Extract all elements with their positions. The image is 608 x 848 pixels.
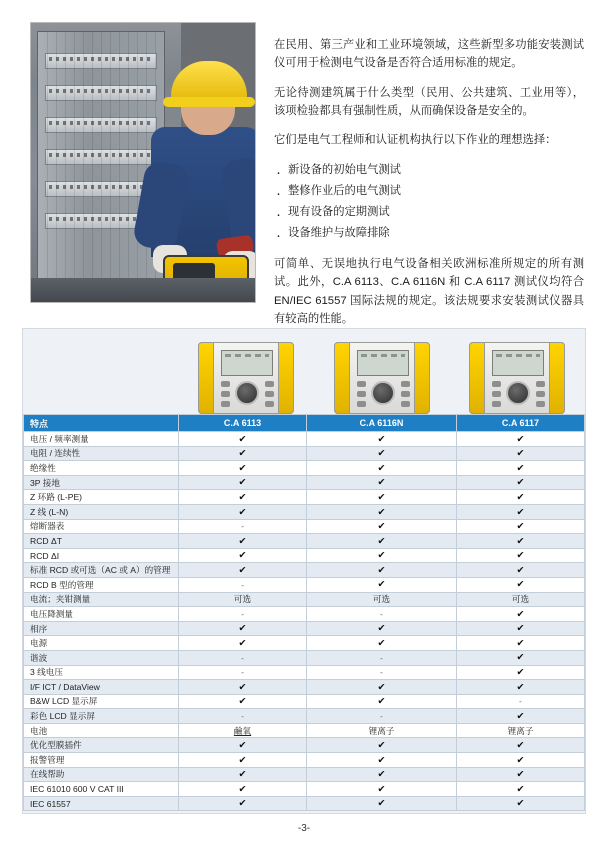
table-row [24, 723, 585, 738]
table-cell-feature: 3 线电压 [24, 665, 179, 680]
table-row [24, 753, 585, 768]
product-image-ca6116n [314, 337, 450, 414]
table-row [24, 432, 585, 447]
table-cell-value: - [179, 577, 307, 592]
table-row [24, 475, 585, 490]
table-cell-value: 锂离子 [456, 723, 584, 738]
table-row [24, 461, 585, 476]
table-cell-value: ✔ [307, 680, 457, 695]
table-cell-feature: RCD ΔI [24, 548, 179, 563]
table-cell-value: ✔ [307, 753, 457, 768]
table-body [24, 432, 585, 811]
table-cell-value: ✔ [456, 475, 584, 490]
table-cell-value: - [179, 650, 307, 665]
table-cell-value: ✔ [307, 796, 457, 811]
table-cell-value: ✔ [179, 475, 307, 490]
intro-paragraph-1: 在民用、第三产业和工业环境领域，这些新型多功能安装测试仪可用于检测电气设备是否符合适用标准的规定。 [274, 39, 584, 70]
table-row [24, 738, 585, 753]
table-cell-value: ✔ [456, 534, 584, 549]
table-cell-value: ✔ [179, 446, 307, 461]
table-cell-value: ✔ [307, 767, 457, 782]
table-header-ca6116n: C.A 6116N [307, 415, 457, 432]
table-cell-value: ✔ [179, 432, 307, 447]
table-header-ca6113: C.A 6113 [179, 415, 307, 432]
table-cell-value: ✔ [307, 461, 457, 476]
product-image-row [23, 329, 585, 414]
table-cell-feature: IEC 61557 [24, 796, 179, 811]
table-cell-feature: Z 线 (L-N) [24, 504, 179, 519]
table-cell-value: ✔ [307, 519, 457, 534]
table-cell-feature: 绝缘性 [24, 461, 179, 476]
table-cell-feature: 电池 [24, 723, 179, 738]
table-cell-feature: RCD B 型的管理 [24, 577, 179, 592]
table-cell-value: - [307, 607, 457, 622]
table-cell-feature: Z 环路 (L-PE) [24, 490, 179, 505]
table-row [24, 519, 585, 534]
list-item: · 整修作业后的电气测试 [274, 181, 584, 202]
intro-paragraph-3: 它们是电气工程师和认证机构执行以下作业的理想选择： [274, 134, 557, 147]
table-cell-value: ✔ [179, 782, 307, 797]
table-cell-value: ✔ [179, 548, 307, 563]
table-row [24, 650, 585, 665]
table-cell-value: - [307, 709, 457, 724]
table-cell-value: 可选 [307, 592, 457, 607]
table-cell-value: ✔ [307, 577, 457, 592]
table-cell-value: 可选 [179, 592, 307, 607]
table-cell-value: ✔ [307, 490, 457, 505]
table-cell-value: ✔ [456, 504, 584, 519]
table-cell-value: ✔ [307, 636, 457, 651]
table-cell-value: - [456, 694, 584, 709]
table-cell-feature: 电源 [24, 636, 179, 651]
page-number: -3- [297, 823, 311, 834]
intro-paragraph-4: 可简单、无误地执行电气设备相关欧洲标准所规定的所有测试。此外，C.A 6113、C.A 6116N 和 C.A 6117 测试仪均符合 EN/IEC 61557 国际法规的规定。该法规要求安装测试仪器具有较高的性能。 [274, 258, 584, 325]
table-cell-value: ✔ [456, 490, 584, 505]
table-cell-value: ✔ [307, 738, 457, 753]
table-cell-value: ✔ [456, 753, 584, 768]
table-cell-value: ✔ [179, 694, 307, 709]
table-row [24, 490, 585, 505]
table-cell-value: ✔ [179, 738, 307, 753]
list-item: · 设备维护与故障排除 [274, 223, 584, 244]
table-cell-value: ✔ [456, 650, 584, 665]
table-cell-value: ✔ [456, 519, 584, 534]
table-cell-value: ✔ [179, 767, 307, 782]
table-cell-value: ✔ [179, 753, 307, 768]
intro-bullet-list [274, 160, 584, 244]
table-cell-value: ✔ [456, 548, 584, 563]
table-cell-feature: 熔断器表 [24, 519, 179, 534]
table-cell-value: - [179, 665, 307, 680]
table-cell-feature: 3P 接地 [24, 475, 179, 490]
table-row [24, 694, 585, 709]
table-cell-feature: 标准 RCD 或可选（AC 或 A）的管理 [24, 563, 179, 578]
table-cell-feature: IEC 61010 600 V CAT III [24, 782, 179, 797]
table-row [24, 607, 585, 622]
table-cell-feature: 电压 / 频率测量 [24, 432, 179, 447]
table-header-ca6117: C.A 6117 [456, 415, 584, 432]
table-cell-value: ✔ [456, 782, 584, 797]
table-cell-value: ✔ [179, 680, 307, 695]
list-item: · 新设备的初始电气测试 [274, 160, 584, 181]
table-cell-value: ✔ [456, 607, 584, 622]
table-cell-value: ✔ [307, 548, 457, 563]
table-row [24, 665, 585, 680]
table-cell-feature: 在线帮助 [24, 767, 179, 782]
table-cell-value: ✔ [307, 446, 457, 461]
intro-text-column [274, 22, 584, 339]
table-cell-feature: 报警管理 [24, 753, 179, 768]
table-cell-value: 鹼氧 [179, 723, 307, 738]
table-cell-value: ✔ [456, 709, 584, 724]
list-item: · 现有设备的定期测试 [274, 202, 584, 223]
table-cell-value: ✔ [307, 782, 457, 797]
comparison-panel [22, 328, 586, 814]
table-cell-feature: RCD ΔT [24, 534, 179, 549]
table-header-row [24, 415, 585, 432]
table-cell-value: ✔ [179, 490, 307, 505]
table-cell-value: ✔ [456, 636, 584, 651]
photo-floor [31, 278, 256, 302]
feature-comparison-table [23, 414, 585, 811]
table-row [24, 504, 585, 519]
table-cell-value: ✔ [456, 680, 584, 695]
table-cell-value: ✔ [456, 796, 584, 811]
table-cell-feature: 彩色 LCD 显示屏 [24, 709, 179, 724]
table-cell-feature: 电压降测量 [24, 607, 179, 622]
table-cell-value: ✔ [456, 446, 584, 461]
table-cell-value: ✔ [456, 665, 584, 680]
table-cell-value: ✔ [307, 694, 457, 709]
table-cell-feature: 电流；夹钳测量 [24, 592, 179, 607]
table-cell-value: ✔ [456, 563, 584, 578]
table-cell-value: ✔ [307, 534, 457, 549]
product-image-ca6113 [178, 337, 314, 414]
table-cell-value: - [179, 709, 307, 724]
table-cell-value: ✔ [456, 767, 584, 782]
table-cell-feature: B&W LCD 显示屏 [24, 694, 179, 709]
intro-section [0, 0, 608, 339]
table-cell-value: 锂离子 [307, 723, 457, 738]
table-cell-value: ✔ [307, 432, 457, 447]
product-row-spacer [23, 337, 178, 414]
table-header-feature: 特点 [24, 415, 179, 432]
table-row [24, 680, 585, 695]
table-row [24, 592, 585, 607]
table-cell-value: - [307, 665, 457, 680]
table-cell-feature: I/F ICT / DataView [24, 680, 179, 695]
photo-wiring [47, 31, 157, 293]
technician-photo [30, 22, 256, 303]
table-row [24, 577, 585, 592]
table-cell-value: ✔ [179, 563, 307, 578]
table-cell-value: - [307, 650, 457, 665]
table-row [24, 534, 585, 549]
table-cell-value: - [179, 519, 307, 534]
table-cell-value: 可选 [456, 592, 584, 607]
table-row [24, 548, 585, 563]
table-cell-feature: 优化型膜插件 [24, 738, 179, 753]
table-row [24, 767, 585, 782]
table-row [24, 621, 585, 636]
table-cell-value: ✔ [307, 504, 457, 519]
table-cell-value: ✔ [456, 577, 584, 592]
table-cell-feature: 相序 [24, 621, 179, 636]
table-cell-value: ✔ [179, 796, 307, 811]
table-cell-feature: 谐波 [24, 650, 179, 665]
table-cell-value: ✔ [179, 534, 307, 549]
table-cell-value: ✔ [179, 636, 307, 651]
table-row [24, 446, 585, 461]
table-row [24, 709, 585, 724]
table-row [24, 796, 585, 811]
table-cell-value: ✔ [179, 621, 307, 636]
photo-hard-hat [171, 61, 247, 103]
table-cell-value: ✔ [179, 461, 307, 476]
table-cell-value: ✔ [456, 432, 584, 447]
table-cell-value: - [179, 607, 307, 622]
table-cell-feature: 电阻 / 连续性 [24, 446, 179, 461]
table-cell-value: ✔ [307, 475, 457, 490]
table-row [24, 636, 585, 651]
table-cell-value: ✔ [456, 738, 584, 753]
product-image-ca6117 [449, 337, 585, 414]
table-cell-value: ✔ [307, 621, 457, 636]
table-cell-value: ✔ [307, 563, 457, 578]
table-cell-value: ✔ [456, 621, 584, 636]
table-cell-value: ✔ [179, 504, 307, 519]
table-row [24, 563, 585, 578]
table-cell-value: ✔ [456, 461, 584, 476]
intro-paragraph-2: 无论待测建筑属于什么类型（民用、公共建筑、工业用等），该项检验都具有强制性质，从而确保设备是安全的。 [274, 86, 584, 117]
table-row [24, 782, 585, 797]
